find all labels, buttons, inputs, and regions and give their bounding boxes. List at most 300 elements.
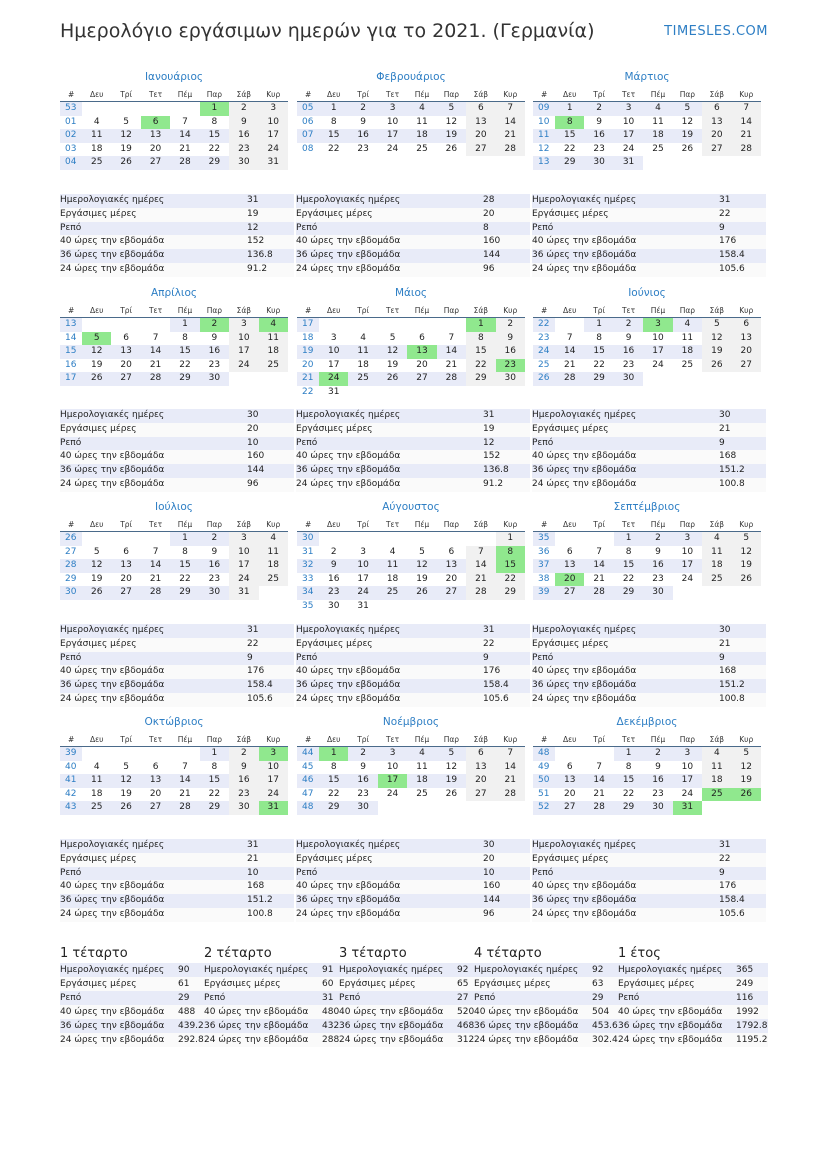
day-cell[interactable]: 16	[200, 345, 229, 359]
day-cell[interactable]: 28	[437, 372, 466, 386]
day-cell[interactable]: 5	[732, 532, 761, 546]
day-cell[interactable]: 19	[673, 129, 702, 143]
day-cell[interactable]: 21	[732, 129, 761, 143]
day-cell[interactable]: 18	[407, 129, 436, 143]
day-cell[interactable]: 2	[348, 102, 377, 116]
day-cell[interactable]: 2	[330, 546, 337, 557]
day-cell[interactable]: 28	[170, 156, 199, 170]
day-cell[interactable]: 19	[416, 573, 428, 584]
day-cell[interactable]: 25	[652, 143, 664, 154]
day-cell[interactable]: 15	[555, 129, 584, 143]
day-cell[interactable]: 13	[141, 129, 170, 143]
day-cell[interactable]: 4	[389, 546, 396, 557]
day-cell[interactable]: 4	[93, 761, 100, 772]
day-cell[interactable]: 14	[170, 129, 199, 143]
day-cell[interactable]: 28	[496, 788, 525, 802]
day-cell[interactable]: 20	[120, 359, 132, 370]
day-cell[interactable]: 21	[149, 359, 162, 370]
day-cell[interactable]: 22	[179, 359, 191, 370]
day-cell[interactable]: 26	[732, 573, 761, 587]
day-cell[interactable]: 15	[200, 774, 229, 788]
day-cell[interactable]: 11	[259, 546, 288, 560]
day-cell[interactable]: 27	[466, 143, 495, 157]
day-cell[interactable]: 15	[319, 129, 348, 143]
day-cell[interactable]: 30	[200, 372, 229, 386]
day-cell[interactable]: 2	[348, 747, 377, 761]
day-cell[interactable]: 26	[378, 372, 407, 386]
day-cell[interactable]: 31	[357, 600, 369, 611]
day-cell[interactable]: 1	[496, 532, 525, 546]
day-cell[interactable]: 7	[448, 332, 455, 343]
day-cell[interactable]: 27	[555, 801, 584, 815]
day-cell[interactable]: 23	[229, 143, 258, 157]
day-cell[interactable]: 7	[596, 546, 602, 557]
day-cell[interactable]: 31	[229, 586, 258, 600]
day-cell[interactable]: 7	[496, 747, 525, 761]
day-cell[interactable]: 15	[614, 774, 643, 788]
day-cell[interactable]: 12	[445, 116, 458, 127]
day-cell[interactable]: 28	[141, 586, 170, 600]
day-cell[interactable]: 20	[149, 143, 162, 154]
day-cell[interactable]: 15	[466, 345, 495, 359]
day-cell[interactable]: 7	[152, 332, 159, 343]
day-cell[interactable]: 20	[445, 573, 458, 584]
day-cell[interactable]: 11	[652, 116, 664, 127]
day-cell[interactable]: 10	[386, 116, 399, 127]
day-cell[interactable]: 4	[93, 116, 100, 127]
day-cell[interactable]: 14	[466, 559, 495, 573]
day-cell[interactable]: 23	[496, 359, 525, 373]
day-cell[interactable]: 30	[200, 586, 229, 600]
day-cell[interactable]: 25	[259, 359, 288, 373]
day-cell[interactable]: 9	[625, 332, 632, 343]
day-cell[interactable]: 21	[593, 788, 605, 799]
day-cell[interactable]: 14	[496, 761, 525, 775]
day-cell[interactable]: 22	[327, 143, 340, 154]
day-cell[interactable]: 27	[437, 586, 466, 600]
day-cell[interactable]: 14	[555, 345, 584, 359]
day-cell[interactable]: 25	[702, 788, 731, 802]
day-cell[interactable]: 12	[445, 761, 458, 772]
day-cell[interactable]: 4	[702, 747, 731, 761]
day-cell[interactable]: 27	[732, 359, 761, 373]
day-cell[interactable]: 5	[437, 102, 466, 116]
day-cell[interactable]: 28	[555, 372, 584, 386]
day-cell[interactable]: 23	[208, 573, 221, 584]
day-cell[interactable]: 24	[622, 143, 635, 154]
day-cell[interactable]: 20	[732, 345, 761, 359]
day-cell[interactable]: 27	[555, 586, 584, 600]
day-cell[interactable]: 16	[200, 559, 229, 573]
day-cell[interactable]: 12	[732, 546, 761, 560]
day-cell[interactable]: 22	[208, 788, 221, 799]
day-cell[interactable]: 3	[643, 318, 672, 332]
day-cell[interactable]: 29	[614, 801, 643, 815]
day-cell[interactable]: 5	[437, 747, 466, 761]
day-cell[interactable]: 13	[555, 774, 584, 788]
day-cell[interactable]: 7	[496, 102, 525, 116]
day-cell[interactable]: 18	[407, 774, 436, 788]
day-cell[interactable]: 2	[614, 318, 643, 332]
day-cell[interactable]: 9	[360, 116, 366, 127]
day-cell[interactable]: 1	[200, 747, 229, 761]
day-cell[interactable]: 3	[259, 747, 288, 761]
day-cell[interactable]: 20	[466, 774, 495, 788]
day-cell[interactable]: 23	[652, 788, 664, 799]
day-cell[interactable]: 31	[614, 156, 643, 170]
day-cell[interactable]: 9	[229, 761, 258, 775]
day-cell[interactable]: 17	[378, 774, 407, 788]
day-cell[interactable]: 8	[330, 116, 337, 127]
day-cell[interactable]: 20	[563, 788, 576, 799]
day-cell[interactable]: 17	[357, 573, 369, 584]
day-cell[interactable]: 18	[702, 774, 731, 788]
day-cell[interactable]: 25	[702, 573, 731, 587]
day-cell[interactable]: 10	[652, 332, 664, 343]
day-cell[interactable]: 22	[593, 359, 605, 370]
day-cell[interactable]: 1	[614, 747, 643, 761]
day-cell[interactable]: 8	[496, 546, 525, 560]
day-cell[interactable]: 21	[593, 573, 605, 584]
day-cell[interactable]: 26	[82, 372, 111, 386]
day-cell[interactable]: 17	[614, 129, 643, 143]
day-cell[interactable]: 13	[466, 116, 495, 130]
day-cell[interactable]: 18	[90, 788, 103, 799]
day-cell[interactable]: 23	[357, 788, 369, 799]
day-cell[interactable]: 13	[407, 345, 436, 359]
day-cell[interactable]: 10	[681, 546, 694, 557]
day-cell[interactable]: 18	[702, 559, 731, 573]
day-cell[interactable]: 3	[229, 318, 258, 332]
day-cell[interactable]: 6	[448, 546, 455, 557]
day-cell[interactable]: 6	[419, 332, 425, 343]
day-cell[interactable]: 19	[90, 359, 103, 370]
day-cell[interactable]: 18	[259, 559, 288, 573]
day-cell[interactable]: 9	[211, 546, 218, 557]
day-cell[interactable]: 9	[229, 116, 258, 130]
day-cell[interactable]: 21	[466, 573, 495, 587]
day-cell[interactable]: 5	[419, 546, 425, 557]
day-cell[interactable]: 2	[643, 532, 672, 546]
day-cell[interactable]: 28	[732, 143, 761, 157]
day-cell[interactable]: 25	[681, 359, 694, 370]
day-cell[interactable]: 6	[141, 116, 170, 130]
day-cell[interactable]: 24	[348, 586, 377, 600]
day-cell[interactable]: 22	[563, 143, 576, 154]
day-cell[interactable]: 15	[584, 345, 613, 359]
day-cell[interactable]: 12	[111, 129, 140, 143]
day-cell[interactable]: 19	[437, 774, 466, 788]
day-cell[interactable]: 30	[643, 801, 672, 815]
day-cell[interactable]: 23	[652, 573, 664, 584]
day-cell[interactable]: 5	[82, 332, 111, 346]
day-cell[interactable]: 29	[555, 156, 584, 170]
day-cell[interactable]: 18	[386, 573, 399, 584]
day-cell[interactable]: 8	[211, 761, 218, 772]
day-cell[interactable]: 13	[732, 332, 761, 346]
day-cell[interactable]: 5	[123, 761, 129, 772]
day-cell[interactable]: 19	[386, 359, 399, 370]
day-cell[interactable]: 1	[466, 318, 495, 332]
day-cell[interactable]: 18	[259, 345, 288, 359]
day-cell[interactable]: 1	[170, 318, 199, 332]
day-cell[interactable]: 30	[348, 801, 377, 815]
day-cell[interactable]: 8	[555, 116, 584, 130]
day-cell[interactable]: 23	[593, 143, 605, 154]
day-cell[interactable]: 13	[437, 559, 466, 573]
day-cell[interactable]: 12	[732, 761, 761, 775]
day-cell[interactable]: 3	[614, 102, 643, 116]
day-cell[interactable]: 11	[82, 129, 111, 143]
day-cell[interactable]: 23	[208, 359, 221, 370]
day-cell[interactable]: 27	[141, 156, 170, 170]
day-cell[interactable]: 21	[496, 774, 525, 788]
day-cell[interactable]: 21	[563, 359, 576, 370]
day-cell[interactable]: 12	[681, 116, 694, 127]
day-cell[interactable]: 13	[555, 559, 584, 573]
day-cell[interactable]: 13	[466, 761, 495, 775]
day-cell[interactable]: 4	[643, 102, 672, 116]
day-cell[interactable]: 22	[466, 359, 495, 373]
day-cell[interactable]: 6	[123, 332, 129, 343]
day-cell[interactable]: 26	[82, 586, 111, 600]
day-cell[interactable]: 8	[596, 332, 602, 343]
day-cell[interactable]: 1	[200, 102, 229, 116]
day-cell[interactable]: 28	[496, 143, 525, 157]
day-cell[interactable]: 11	[378, 559, 407, 573]
day-cell[interactable]: 20	[120, 573, 132, 584]
day-cell[interactable]: 9	[211, 332, 218, 343]
day-cell[interactable]: 3	[673, 532, 702, 546]
day-cell[interactable]: 14	[496, 116, 525, 130]
day-cell[interactable]: 10	[348, 559, 377, 573]
day-cell[interactable]: 22	[179, 573, 191, 584]
day-cell[interactable]: 18	[673, 345, 702, 359]
day-cell[interactable]: 6	[123, 546, 129, 557]
day-cell[interactable]: 31	[673, 801, 702, 815]
day-cell[interactable]: 17	[229, 345, 258, 359]
day-cell[interactable]: 17	[327, 359, 340, 370]
day-cell[interactable]: 7	[466, 546, 495, 560]
day-cell[interactable]: 7	[152, 546, 159, 557]
day-cell[interactable]: 2	[584, 102, 613, 116]
day-cell[interactable]: 3	[229, 532, 258, 546]
day-cell[interactable]: 7	[596, 761, 602, 772]
day-cell[interactable]: 24	[386, 788, 399, 799]
day-cell[interactable]: 16	[348, 774, 377, 788]
day-cell[interactable]: 16	[584, 129, 613, 143]
day-cell[interactable]: 15	[170, 345, 199, 359]
day-cell[interactable]: 20	[466, 129, 495, 143]
day-cell[interactable]: 16	[643, 559, 672, 573]
day-cell[interactable]: 16	[496, 345, 525, 359]
day-cell[interactable]: 26	[702, 359, 731, 373]
day-cell[interactable]: 1	[319, 102, 348, 116]
day-cell[interactable]: 3	[330, 332, 337, 343]
day-cell[interactable]: 27	[466, 788, 495, 802]
day-cell[interactable]: 19	[120, 143, 132, 154]
day-cell[interactable]: 8	[330, 761, 337, 772]
day-cell[interactable]: 9	[655, 761, 661, 772]
day-cell[interactable]: 7	[182, 116, 188, 127]
day-cell[interactable]: 26	[445, 143, 458, 154]
day-cell[interactable]: 15	[496, 559, 525, 573]
day-cell[interactable]: 15	[319, 774, 348, 788]
day-cell[interactable]: 11	[416, 761, 428, 772]
day-cell[interactable]: 24	[652, 359, 664, 370]
day-cell[interactable]: 18	[643, 129, 672, 143]
day-cell[interactable]: 2	[229, 102, 258, 116]
day-cell[interactable]: 14	[141, 345, 170, 359]
day-cell[interactable]: 22	[622, 573, 635, 584]
day-cell[interactable]: 27	[141, 801, 170, 815]
day-cell[interactable]: 4	[407, 102, 436, 116]
day-cell[interactable]: 12	[378, 345, 407, 359]
day-cell[interactable]: 28	[584, 586, 613, 600]
day-cell[interactable]: 5	[123, 116, 129, 127]
day-cell[interactable]: 16	[229, 774, 258, 788]
day-cell[interactable]: 10	[259, 761, 288, 775]
day-cell[interactable]: 17	[259, 129, 288, 143]
day-cell[interactable]: 26	[111, 801, 140, 815]
day-cell[interactable]: 23	[622, 359, 635, 370]
day-cell[interactable]: 19	[732, 559, 761, 573]
day-cell[interactable]: 27	[111, 372, 140, 386]
day-cell[interactable]: 13	[141, 774, 170, 788]
day-cell[interactable]: 11	[702, 546, 731, 560]
day-cell[interactable]: 24	[229, 573, 258, 587]
brand-link[interactable]: TIMESLES.COM	[664, 24, 768, 39]
day-cell[interactable]: 14	[584, 559, 613, 573]
day-cell[interactable]: 29	[614, 586, 643, 600]
day-cell[interactable]: 17	[229, 559, 258, 573]
day-cell[interactable]: 25	[82, 801, 111, 815]
day-cell[interactable]: 17	[378, 129, 407, 143]
day-cell[interactable]: 17	[259, 774, 288, 788]
day-cell[interactable]: 27	[407, 372, 436, 386]
day-cell[interactable]: 20	[555, 573, 584, 587]
day-cell[interactable]: 19	[702, 345, 731, 359]
day-cell[interactable]: 15	[614, 559, 643, 573]
day-cell[interactable]: 20	[149, 788, 162, 799]
day-cell[interactable]: 29	[319, 801, 348, 815]
day-cell[interactable]: 19	[732, 774, 761, 788]
day-cell[interactable]: 9	[596, 116, 602, 127]
day-cell[interactable]: 24	[681, 573, 694, 584]
day-cell[interactable]: 17	[673, 559, 702, 573]
day-cell[interactable]: 14	[732, 116, 761, 130]
day-cell[interactable]: 6	[566, 761, 573, 772]
day-cell[interactable]: 24	[681, 788, 694, 799]
day-cell[interactable]: 12	[702, 332, 731, 346]
day-cell[interactable]: 25	[416, 788, 428, 799]
day-cell[interactable]: 6	[466, 747, 495, 761]
day-cell[interactable]: 21	[179, 788, 191, 799]
day-cell[interactable]: 10	[386, 761, 399, 772]
day-cell[interactable]: 5	[702, 318, 731, 332]
day-cell[interactable]: 30	[584, 156, 613, 170]
day-cell[interactable]: 30	[229, 156, 258, 170]
day-cell[interactable]: 18	[90, 143, 103, 154]
day-cell[interactable]: 21	[179, 143, 191, 154]
day-cell[interactable]: 22	[208, 143, 221, 154]
day-cell[interactable]: 26	[407, 586, 436, 600]
day-cell[interactable]: 28	[170, 801, 199, 815]
day-cell[interactable]: 11	[416, 116, 428, 127]
day-cell[interactable]: 29	[170, 586, 199, 600]
day-cell[interactable]: 5	[732, 747, 761, 761]
day-cell[interactable]: 26	[111, 156, 140, 170]
day-cell[interactable]: 24	[386, 143, 399, 154]
day-cell[interactable]: 4	[259, 532, 288, 546]
day-cell[interactable]: 5	[389, 332, 396, 343]
day-cell[interactable]: 3	[259, 102, 288, 116]
day-cell[interactable]: 12	[407, 559, 436, 573]
day-cell[interactable]: 4	[360, 332, 366, 343]
day-cell[interactable]: 17	[643, 345, 672, 359]
day-cell[interactable]: 7	[732, 102, 761, 116]
day-cell[interactable]: 1	[614, 532, 643, 546]
day-cell[interactable]: 1	[319, 747, 348, 761]
day-cell[interactable]: 4	[673, 318, 702, 332]
day-cell[interactable]: 6	[702, 102, 731, 116]
day-cell[interactable]: 19	[120, 788, 132, 799]
day-cell[interactable]: 22	[622, 788, 635, 799]
day-cell[interactable]: 4	[702, 532, 731, 546]
day-cell[interactable]: 11	[681, 332, 694, 343]
day-cell[interactable]: 11	[702, 761, 731, 775]
day-cell[interactable]: 9	[496, 332, 525, 346]
day-cell[interactable]: 9	[319, 559, 348, 573]
day-cell[interactable]: 24	[229, 359, 258, 373]
day-cell[interactable]: 24	[259, 143, 288, 157]
day-cell[interactable]: 29	[170, 372, 199, 386]
day-cell[interactable]: 19	[437, 129, 466, 143]
day-cell[interactable]: 3	[673, 747, 702, 761]
day-cell[interactable]: 19	[90, 573, 103, 584]
day-cell[interactable]: 29	[496, 586, 525, 600]
day-cell[interactable]: 8	[211, 116, 218, 127]
day-cell[interactable]: 11	[82, 774, 111, 788]
day-cell[interactable]: 1	[170, 532, 199, 546]
day-cell[interactable]: 2	[229, 747, 258, 761]
day-cell[interactable]: 24	[259, 788, 288, 802]
day-cell[interactable]: 9	[360, 761, 366, 772]
day-cell[interactable]: 26	[681, 143, 694, 154]
day-cell[interactable]: 10	[259, 116, 288, 130]
day-cell[interactable]: 25	[348, 372, 377, 386]
day-cell[interactable]: 3	[360, 546, 366, 557]
day-cell[interactable]: 10	[229, 332, 258, 346]
day-cell[interactable]: 10	[681, 761, 694, 772]
day-cell[interactable]: 2	[200, 532, 229, 546]
day-cell[interactable]: 11	[259, 332, 288, 346]
day-cell[interactable]: 10	[319, 345, 348, 359]
day-cell[interactable]: 10	[622, 116, 635, 127]
day-cell[interactable]: 15	[170, 559, 199, 573]
day-cell[interactable]: 13	[111, 559, 140, 573]
day-cell[interactable]: 14	[141, 559, 170, 573]
day-cell[interactable]: 9	[655, 546, 661, 557]
day-cell[interactable]: 30	[327, 600, 340, 611]
day-cell[interactable]: 17	[673, 774, 702, 788]
day-cell[interactable]: 28	[466, 586, 495, 600]
day-cell[interactable]: 23	[229, 788, 258, 802]
day-cell[interactable]: 30	[496, 372, 525, 386]
day-cell[interactable]: 28	[141, 372, 170, 386]
day-cell[interactable]: 21	[496, 129, 525, 143]
day-cell[interactable]: 14	[437, 345, 466, 359]
